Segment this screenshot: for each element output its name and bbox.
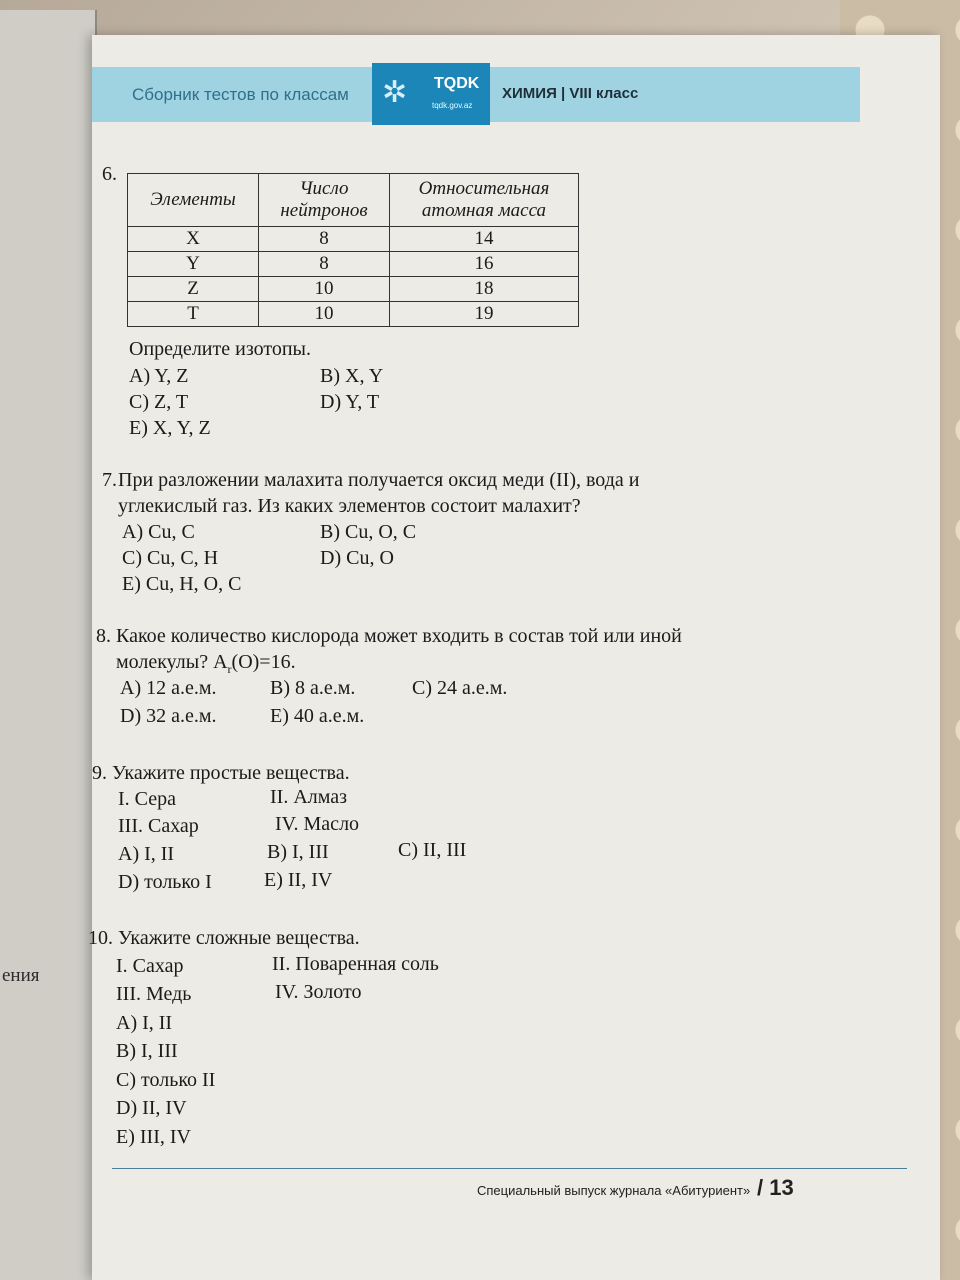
q10-item-3: III. Медь — [116, 983, 192, 1005]
q10-number: 10. — [88, 927, 113, 949]
q10-option-b: B) I, III — [116, 1040, 178, 1062]
q10-option-a: A) I, II — [116, 1012, 173, 1034]
q9-number: 9. — [92, 762, 107, 784]
header-title: Сборник тестов по классам — [132, 85, 349, 104]
q9-option-c: C) II, III — [398, 839, 467, 861]
q10-option-c: C) только II — [116, 1069, 216, 1091]
q9-item-4: IV. Масло — [275, 813, 360, 835]
left-page-fragment: ения — [2, 965, 40, 986]
q6-number: 6. — [102, 163, 117, 185]
q10-option-e: E) III, IV — [116, 1126, 191, 1148]
q6-question: Определите изотопы. — [129, 338, 311, 360]
table-cell: 16 — [390, 252, 579, 277]
q7-option-e: E) Cu, H, O, C — [122, 573, 242, 595]
q9-option-a: A) I, II — [118, 843, 175, 865]
page-number: / 13 — [757, 1175, 794, 1200]
table-cell: 10 — [259, 302, 390, 327]
tqdk-logo — [372, 63, 490, 125]
q9-option-e: E) II, IV — [264, 869, 333, 891]
table-row — [128, 302, 579, 327]
q6-option-e: E) X, Y, Z — [129, 417, 211, 439]
q7-question-line2: углекислый газ. Из каких элементов состоит малахит? — [118, 495, 581, 517]
q6-option-c: C) Z, T — [129, 391, 189, 413]
q7-option-c: C) Cu, C, H — [122, 547, 219, 569]
q9-item-3: III. Сахар — [118, 815, 199, 837]
q8-option-a: A) 12 а.е.м. — [120, 677, 217, 699]
q10-item-4: IV. Золото — [275, 981, 362, 1003]
table-cell: 14 — [390, 227, 579, 252]
q8-option-e: E) 40 а.е.м. — [270, 705, 365, 727]
table-cell: Y — [128, 252, 259, 277]
q6-option-b: B) X, Y — [320, 365, 384, 387]
q7-number: 7. — [102, 469, 117, 491]
table-row — [128, 227, 579, 252]
q9-item-2: II. Алмаз — [270, 786, 348, 808]
table-row — [128, 277, 579, 302]
table-cell: 18 — [390, 277, 579, 302]
table-cell: X — [128, 227, 259, 252]
table-header: Элементы — [128, 174, 259, 227]
table-header: Относительная атомная масса — [390, 174, 579, 227]
table-cell: 19 — [390, 302, 579, 327]
table-header: Число нейтронов — [259, 174, 390, 227]
table-cell: Z — [128, 277, 259, 302]
q10-question: Укажите сложные вещества. — [118, 927, 360, 949]
q9-item-1: I. Сера — [118, 788, 176, 810]
q8-option-d: D) 32 а.е.м. — [120, 705, 217, 727]
logo-text: TQDK — [434, 75, 480, 92]
q8-question-line1: Какое количество кислорода может входить в состав той или иной — [116, 625, 682, 647]
isotope-table — [127, 173, 579, 327]
q8-option-b: B) 8 а.е.м. — [270, 677, 356, 699]
q7-option-d: D) Cu, O — [320, 547, 394, 569]
q10-item-2: II. Поваренная соль — [272, 953, 439, 975]
star-logo-icon: ✲ — [382, 76, 408, 109]
table-cell: 8 — [259, 252, 390, 277]
q6-option-a: A) Y, Z — [129, 365, 189, 387]
q9-option-b: B) I, III — [267, 841, 329, 863]
q8-question-line2: молекулы? $A_r(O)=16$. — [116, 651, 296, 676]
q9-question: Укажите простые вещества. — [112, 762, 350, 784]
q7-option-b: B) Cu, O, C — [320, 521, 417, 543]
q7-option-a: A) Cu, C — [122, 521, 195, 543]
left-page — [0, 10, 97, 1280]
table-cell: T — [128, 302, 259, 327]
footer-journal-text: Специальный выпуск журнала «Абитуриент» — [477, 1183, 751, 1198]
table-row — [128, 252, 579, 277]
table-cell: 8 — [259, 227, 390, 252]
logo-subtext: tqdk.gov.az — [432, 101, 473, 110]
footer-divider — [112, 1168, 907, 1169]
q8-number: 8. — [96, 625, 111, 647]
table-header-row — [128, 174, 579, 227]
table-cell: 10 — [259, 277, 390, 302]
book-page — [88, 35, 940, 1280]
q10-option-d: D) II, IV — [116, 1097, 187, 1119]
subject-label: ХИМИЯ | VIII класс — [502, 85, 639, 102]
q8-option-c: C) 24 а.е.м. — [412, 677, 508, 699]
q6-option-d: D) Y, T — [320, 391, 380, 413]
q7-question-line1: При разложении малахита получается оксид меди (II), вода и — [118, 469, 640, 491]
q9-option-d: D) только I — [118, 871, 212, 893]
q10-item-1: I. Сахар — [116, 955, 184, 977]
